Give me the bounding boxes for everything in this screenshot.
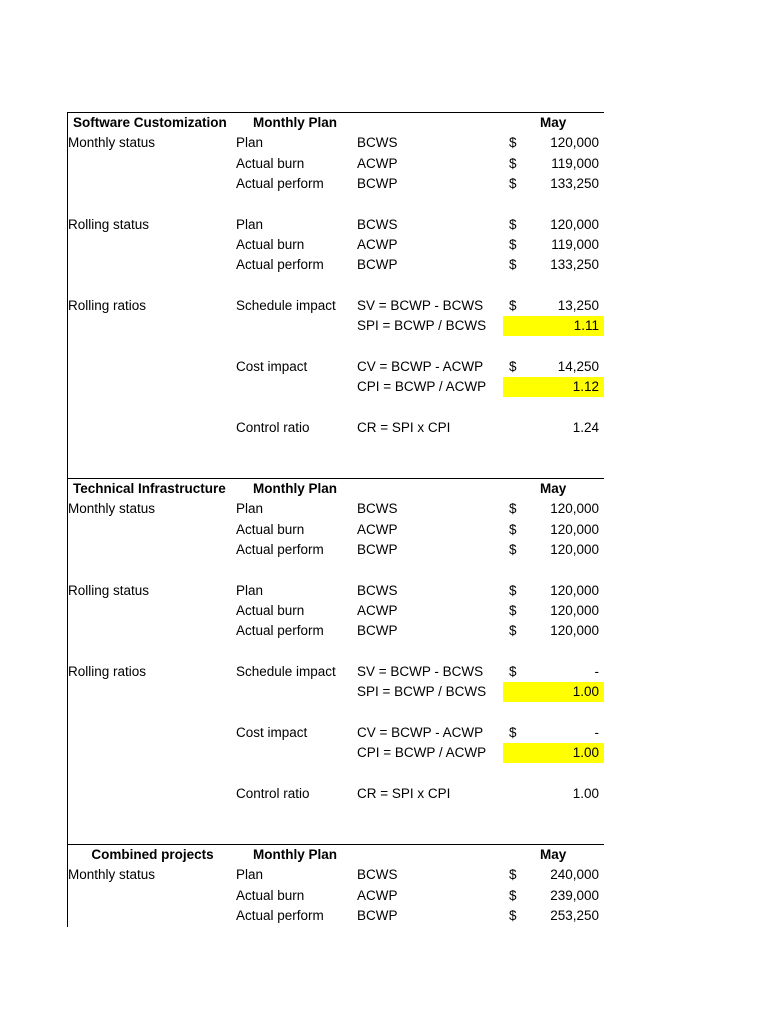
row-item: Actual burn xyxy=(236,888,305,903)
row-value: - xyxy=(594,725,599,740)
row-value: 1.00 xyxy=(572,745,599,760)
currency-symbol: $ xyxy=(509,664,517,679)
row-metric: ACWP xyxy=(357,603,398,618)
section-title: Combined projects xyxy=(91,847,214,862)
row-value: - xyxy=(594,664,599,679)
row-metric: BCWP xyxy=(357,176,398,191)
currency-symbol: $ xyxy=(509,359,517,374)
row-group-label: Monthly status xyxy=(68,501,156,516)
row-value: 120,000 xyxy=(550,583,599,598)
row-item: Plan xyxy=(236,501,264,516)
row-metric: ACWP xyxy=(357,888,398,903)
month-header: May xyxy=(540,847,567,862)
currency-symbol: $ xyxy=(509,583,517,598)
row-metric: BCWS xyxy=(357,867,398,882)
plan-header: Monthly Plan xyxy=(253,115,337,130)
row-metric: BCWS xyxy=(357,501,398,516)
row-item: Plan xyxy=(236,583,264,598)
row-value: 1.11 xyxy=(573,318,599,333)
row-metric: BCWS xyxy=(357,583,398,598)
currency-symbol: $ xyxy=(509,603,517,618)
row-metric: CV = BCWP - ACWP xyxy=(357,359,484,374)
row-item: Control ratio xyxy=(236,420,310,435)
row-group-label: Rolling status xyxy=(68,583,150,598)
currency-symbol: $ xyxy=(509,623,517,638)
currency-symbol: $ xyxy=(509,908,517,923)
row-item: Control ratio xyxy=(236,786,310,801)
row-value: 1.12 xyxy=(572,379,599,394)
row-metric: SPI = BCWP / BCWS xyxy=(357,684,487,699)
section-title: Software Customization xyxy=(73,115,227,130)
row-value: 119,000 xyxy=(551,237,599,252)
row-item: Cost impact xyxy=(236,725,308,740)
row-metric: BCWS xyxy=(357,135,398,150)
row-item: Schedule impact xyxy=(236,298,336,313)
row-value: 1.00 xyxy=(572,684,599,699)
row-metric: SPI = BCWP / BCWS xyxy=(357,318,487,333)
row-group-label: Rolling status xyxy=(68,217,150,232)
currency-symbol: $ xyxy=(509,135,517,150)
row-group-label: Rolling ratios xyxy=(68,298,147,313)
currency-symbol: $ xyxy=(509,501,517,516)
currency-symbol: $ xyxy=(509,217,517,232)
row-value: 120,000 xyxy=(550,603,599,618)
row-item: Actual burn xyxy=(236,522,305,537)
row-metric: BCWP xyxy=(357,257,398,272)
row-metric: SV = BCWP - BCWS xyxy=(357,664,484,679)
row-item: Cost impact xyxy=(236,359,308,374)
row-metric: CPI = BCWP / ACWP xyxy=(357,745,487,760)
row-item: Plan xyxy=(236,867,264,882)
row-value: 14,250 xyxy=(557,359,599,374)
row-value: 120,000 xyxy=(550,135,599,150)
row-group-label: Monthly status xyxy=(68,867,156,882)
row-item: Actual burn xyxy=(236,237,305,252)
currency-symbol: $ xyxy=(509,298,517,313)
row-metric: CV = BCWP - ACWP xyxy=(357,725,484,740)
row-metric: CPI = BCWP / ACWP xyxy=(357,379,487,394)
row-value: 13,250 xyxy=(557,298,599,313)
row-metric: BCWS xyxy=(357,217,398,232)
currency-symbol: $ xyxy=(509,542,517,557)
row-item: Schedule impact xyxy=(236,664,336,679)
row-value: 119,000 xyxy=(551,156,599,171)
row-item: Actual perform xyxy=(236,908,324,923)
row-metric: BCWP xyxy=(357,623,398,638)
row-value: 133,250 xyxy=(550,257,599,272)
row-metric: SV = BCWP - BCWS xyxy=(357,298,484,313)
row-value: 133,250 xyxy=(550,176,599,191)
currency-symbol: $ xyxy=(509,888,517,903)
plan-header: Monthly Plan xyxy=(253,481,337,496)
row-item: Actual burn xyxy=(236,156,305,171)
row-metric: CR = SPI x CPI xyxy=(357,786,451,801)
section-title: Technical Infrastructure xyxy=(73,481,226,496)
row-value: 120,000 xyxy=(550,522,599,537)
row-value: 120,000 xyxy=(550,623,599,638)
currency-symbol: $ xyxy=(509,867,517,882)
row-item: Actual burn xyxy=(236,603,305,618)
row-value: 120,000 xyxy=(550,217,599,232)
currency-symbol: $ xyxy=(509,725,517,740)
row-item: Actual perform xyxy=(236,176,324,191)
row-value: 120,000 xyxy=(550,501,599,516)
row-metric: BCWP xyxy=(357,542,398,557)
row-value: 239,000 xyxy=(550,888,599,903)
row-value: 240,000 xyxy=(550,867,599,882)
currency-symbol: $ xyxy=(509,156,517,171)
row-group-label: Rolling ratios xyxy=(68,664,147,679)
row-item: Actual perform xyxy=(236,257,324,272)
row-metric: ACWP xyxy=(357,156,398,171)
row-value: 253,250 xyxy=(550,908,599,923)
row-group-label: Monthly status xyxy=(68,135,156,150)
row-metric: ACWP xyxy=(357,237,398,252)
row-value: 120,000 xyxy=(550,542,599,557)
currency-symbol: $ xyxy=(509,522,517,537)
currency-symbol: $ xyxy=(509,237,517,252)
row-metric: CR = SPI x CPI xyxy=(357,420,451,435)
row-value: 1.24 xyxy=(572,420,599,435)
row-item: Plan xyxy=(236,135,264,150)
row-value: 1.00 xyxy=(572,786,599,801)
month-header: May xyxy=(540,481,567,496)
currency-symbol: $ xyxy=(509,257,517,272)
row-metric: ACWP xyxy=(357,522,398,537)
row-item: Actual perform xyxy=(236,542,324,557)
row-metric: BCWP xyxy=(357,908,398,923)
currency-symbol: $ xyxy=(509,176,517,191)
month-header: May xyxy=(540,115,567,130)
plan-header: Monthly Plan xyxy=(253,847,337,862)
row-item: Plan xyxy=(236,217,264,232)
row-item: Actual perform xyxy=(236,623,324,638)
